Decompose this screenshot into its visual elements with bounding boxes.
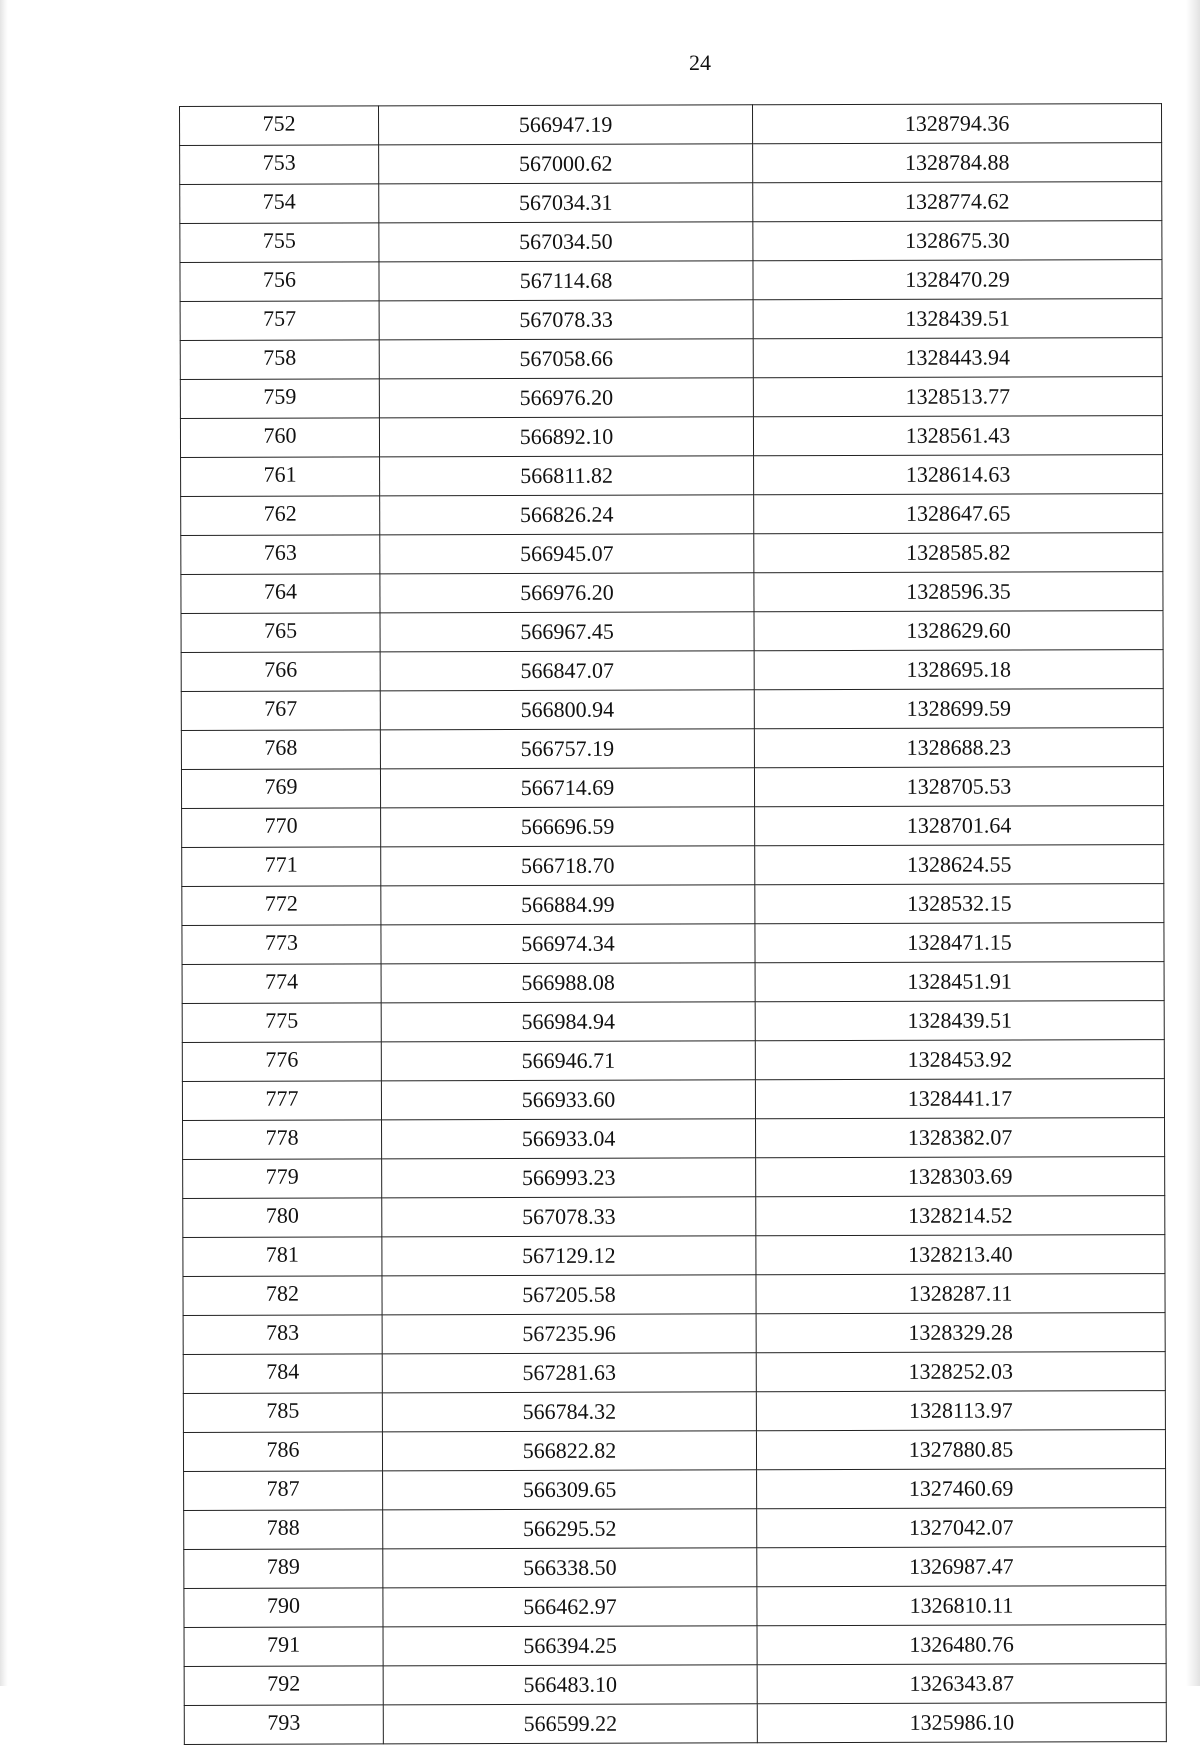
y-coordinate-cell: 1328705.53 (754, 767, 1163, 807)
y-coordinate-cell: 1328585.82 (754, 533, 1163, 573)
x-coordinate-cell: 566933.04 (382, 1119, 756, 1159)
x-coordinate-cell: 566599.22 (383, 1704, 757, 1744)
y-coordinate-cell: 1328287.11 (756, 1274, 1165, 1314)
x-coordinate-cell: 567034.50 (379, 222, 753, 262)
y-coordinate-cell: 1326343.87 (757, 1664, 1166, 1704)
y-coordinate-cell: 1328561.43 (753, 416, 1162, 456)
point-number-cell: 772 (182, 886, 381, 926)
y-coordinate-cell: 1328329.28 (756, 1313, 1165, 1353)
table-row (182, 923, 1164, 965)
table-row (180, 260, 1162, 302)
x-coordinate-cell: 567078.33 (379, 300, 753, 340)
y-coordinate-cell: 1328624.55 (755, 845, 1164, 885)
table-row (181, 533, 1163, 575)
y-coordinate-cell: 1328629.60 (754, 611, 1163, 651)
coordinates-table-body (180, 104, 1167, 1745)
y-coordinate-cell: 1328596.35 (754, 572, 1163, 612)
table-row (182, 806, 1164, 848)
table-row (180, 221, 1162, 263)
x-coordinate-cell: 566884.99 (381, 885, 755, 925)
y-coordinate-cell: 1326810.11 (757, 1586, 1166, 1626)
x-coordinate-cell: 566811.82 (380, 456, 754, 496)
y-coordinate-cell: 1328532.15 (755, 884, 1164, 924)
point-number-cell: 758 (180, 340, 379, 380)
point-number-cell: 787 (184, 1471, 383, 1511)
point-number-cell: 753 (180, 145, 379, 185)
y-coordinate-cell: 1328252.03 (756, 1352, 1165, 1392)
x-coordinate-cell: 566993.23 (382, 1158, 756, 1198)
table-row (183, 1352, 1165, 1394)
y-coordinate-cell: 1328113.97 (756, 1391, 1165, 1431)
x-coordinate-cell: 566967.45 (380, 612, 754, 652)
table-row (181, 650, 1163, 692)
point-number-cell: 768 (181, 730, 380, 770)
y-coordinate-cell: 1328614.63 (754, 455, 1163, 495)
table-row (182, 1079, 1164, 1121)
point-number-cell: 783 (183, 1315, 382, 1355)
point-number-cell: 793 (184, 1705, 383, 1745)
page-number: 24 (689, 50, 711, 75)
point-number-cell: 774 (182, 964, 381, 1004)
table-row (183, 1274, 1165, 1316)
x-coordinate-cell: 566847.07 (380, 651, 754, 691)
point-number-cell: 777 (182, 1081, 381, 1121)
x-coordinate-cell: 566976.20 (380, 573, 754, 613)
coordinates-table (179, 103, 1167, 1745)
x-coordinate-cell: 566483.10 (383, 1665, 757, 1705)
point-number-cell: 778 (183, 1120, 382, 1160)
y-coordinate-cell: 1328699.59 (754, 689, 1163, 729)
table-row (180, 143, 1162, 185)
x-coordinate-cell: 567281.63 (382, 1353, 756, 1393)
table-row (182, 962, 1164, 1004)
point-number-cell: 754 (180, 184, 379, 224)
point-number-cell: 790 (184, 1588, 383, 1628)
table-row (180, 104, 1162, 146)
point-number-cell: 757 (180, 301, 379, 341)
y-coordinate-cell: 1328453.92 (755, 1040, 1164, 1080)
table-row (183, 1196, 1165, 1238)
table-row (184, 1664, 1166, 1706)
y-coordinate-cell: 1328695.18 (754, 650, 1163, 690)
y-coordinate-cell: 1328382.07 (756, 1118, 1165, 1158)
x-coordinate-cell: 566984.94 (381, 1002, 755, 1042)
x-coordinate-cell: 566826.24 (380, 495, 754, 535)
table-row (181, 494, 1163, 536)
table-row (182, 1040, 1164, 1082)
table-row (180, 338, 1162, 380)
x-coordinate-cell: 566988.08 (381, 963, 755, 1003)
table-row (184, 1508, 1166, 1550)
point-number-cell: 775 (182, 1003, 381, 1043)
x-coordinate-cell: 566947.19 (379, 105, 753, 145)
point-number-cell: 765 (181, 613, 380, 653)
point-number-cell: 779 (183, 1159, 382, 1199)
x-coordinate-cell: 566309.65 (383, 1470, 757, 1510)
scan-edge-right (1186, 0, 1200, 1686)
table-row (182, 884, 1164, 926)
x-coordinate-cell: 567129.12 (382, 1236, 756, 1276)
table-row (184, 1586, 1166, 1628)
y-coordinate-cell: 1328303.69 (756, 1157, 1165, 1197)
x-coordinate-cell: 566714.69 (380, 768, 754, 808)
table-row (180, 377, 1162, 419)
table-row (181, 611, 1163, 653)
y-coordinate-cell: 1328471.15 (755, 923, 1164, 963)
y-coordinate-cell: 1325986.10 (757, 1703, 1166, 1743)
scan-edge-left (0, 0, 8, 1686)
point-number-cell: 780 (183, 1198, 382, 1238)
x-coordinate-cell: 566892.10 (379, 417, 753, 457)
table-row (183, 1157, 1165, 1199)
table-row (183, 1313, 1165, 1355)
y-coordinate-cell: 1328439.51 (753, 299, 1162, 339)
x-coordinate-cell: 566338.50 (383, 1548, 757, 1588)
point-number-cell: 769 (181, 769, 380, 809)
x-coordinate-cell: 567034.31 (379, 183, 753, 223)
x-coordinate-cell: 566784.32 (382, 1392, 756, 1432)
point-number-cell: 762 (181, 496, 380, 536)
point-number-cell: 763 (181, 535, 380, 575)
x-coordinate-cell: 566974.34 (381, 924, 755, 964)
y-coordinate-cell: 1328214.52 (756, 1196, 1165, 1236)
point-number-cell: 785 (183, 1393, 382, 1433)
y-coordinate-cell: 1326987.47 (757, 1547, 1166, 1587)
x-coordinate-cell: 566822.82 (382, 1431, 756, 1471)
point-number-cell: 771 (182, 847, 381, 887)
x-coordinate-cell: 567058.66 (379, 339, 753, 379)
point-number-cell: 784 (183, 1354, 382, 1394)
y-coordinate-cell: 1328443.94 (753, 338, 1162, 378)
table-row (184, 1547, 1166, 1589)
y-coordinate-cell: 1328513.77 (753, 377, 1162, 417)
y-coordinate-cell: 1328794.36 (752, 104, 1161, 144)
y-coordinate-cell: 1328688.23 (754, 728, 1163, 768)
y-coordinate-cell: 1328441.17 (755, 1079, 1164, 1119)
table-row (180, 299, 1162, 341)
y-coordinate-cell: 1327880.85 (756, 1430, 1165, 1470)
table-row (182, 845, 1164, 887)
table-row (184, 1625, 1166, 1667)
point-number-cell: 755 (180, 223, 379, 263)
table-row (181, 767, 1163, 809)
table-row (180, 182, 1162, 224)
point-number-cell: 756 (180, 262, 379, 302)
x-coordinate-cell: 566394.25 (383, 1626, 757, 1666)
x-coordinate-cell: 566976.20 (379, 378, 753, 418)
table-row (181, 572, 1163, 614)
y-coordinate-cell: 1328647.65 (754, 494, 1163, 534)
y-coordinate-cell: 1328451.91 (755, 962, 1164, 1002)
y-coordinate-cell: 1327042.07 (757, 1508, 1166, 1548)
y-coordinate-cell: 1328675.30 (753, 221, 1162, 261)
y-coordinate-cell: 1328784.88 (753, 143, 1162, 183)
point-number-cell: 770 (182, 808, 381, 848)
table-row (184, 1469, 1166, 1511)
y-coordinate-cell: 1328470.29 (753, 260, 1162, 300)
point-number-cell: 767 (181, 691, 380, 731)
x-coordinate-cell: 567205.58 (382, 1275, 756, 1315)
x-coordinate-cell: 567114.68 (379, 261, 753, 301)
x-coordinate-cell: 566946.71 (381, 1041, 755, 1081)
y-coordinate-cell: 1327460.69 (757, 1469, 1166, 1509)
table-row (184, 1703, 1166, 1745)
point-number-cell: 788 (184, 1510, 383, 1550)
x-coordinate-cell: 567078.33 (382, 1197, 756, 1237)
point-number-cell: 781 (183, 1237, 382, 1277)
x-coordinate-cell: 566696.59 (381, 807, 755, 847)
x-coordinate-cell: 566718.70 (381, 846, 755, 886)
point-number-cell: 792 (184, 1666, 383, 1706)
y-coordinate-cell: 1328439.51 (755, 1001, 1164, 1041)
x-coordinate-cell: 566945.07 (380, 534, 754, 574)
x-coordinate-cell: 566295.52 (383, 1509, 757, 1549)
point-number-cell: 786 (183, 1432, 382, 1472)
x-coordinate-cell: 566757.19 (380, 729, 754, 769)
point-number-cell: 761 (181, 457, 380, 497)
point-number-cell: 789 (184, 1549, 383, 1589)
table-row (181, 689, 1163, 731)
table-row (181, 728, 1163, 770)
point-number-cell: 752 (180, 106, 379, 146)
point-number-cell: 776 (182, 1042, 381, 1082)
table-row (183, 1430, 1165, 1472)
point-number-cell: 759 (180, 379, 379, 419)
y-coordinate-cell: 1328701.64 (755, 806, 1164, 846)
x-coordinate-cell: 566933.60 (381, 1080, 755, 1120)
point-number-cell: 791 (184, 1627, 383, 1667)
point-number-cell: 764 (181, 574, 380, 614)
table-row (183, 1391, 1165, 1433)
table-row (182, 1001, 1164, 1043)
x-coordinate-cell: 566462.97 (383, 1587, 757, 1627)
table-row (183, 1118, 1165, 1160)
x-coordinate-cell: 566800.94 (380, 690, 754, 730)
y-coordinate-cell: 1326480.76 (757, 1625, 1166, 1665)
y-coordinate-cell: 1328213.40 (756, 1235, 1165, 1275)
y-coordinate-cell: 1328774.62 (753, 182, 1162, 222)
table-row (180, 416, 1162, 458)
table-row (183, 1235, 1165, 1277)
point-number-cell: 773 (182, 925, 381, 965)
point-number-cell: 766 (181, 652, 380, 692)
table-row (181, 455, 1163, 497)
x-coordinate-cell: 567235.96 (382, 1314, 756, 1354)
point-number-cell: 760 (180, 418, 379, 458)
point-number-cell: 782 (183, 1276, 382, 1316)
x-coordinate-cell: 567000.62 (379, 144, 753, 184)
